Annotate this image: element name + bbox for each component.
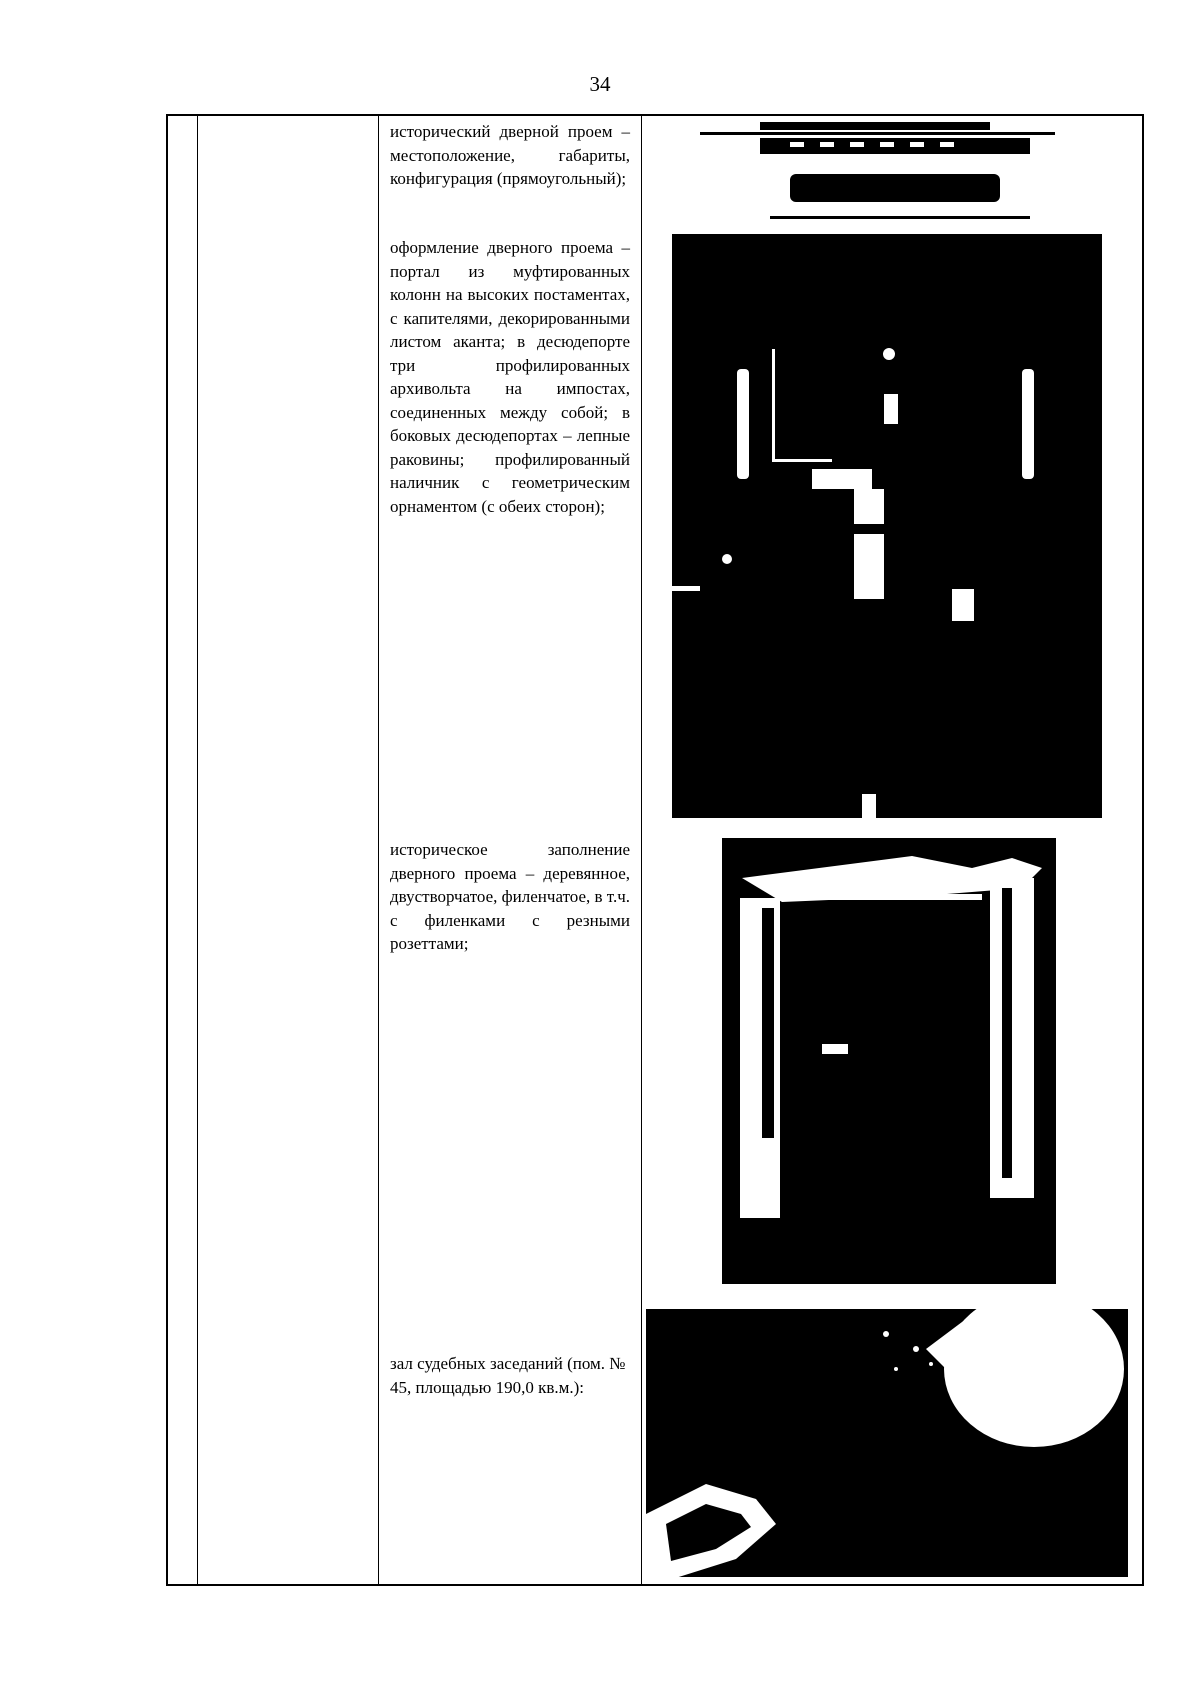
- row-text-doorway: исторический дверной проем – местоположение, габариты, конфигурация (прямоугольный);: [390, 122, 630, 188]
- row-text-door-filling: историческое заполнение дверного проема – деревянное, двустворчатое, филенчатое, в т.ч. с филенками с резными розеттами;: [390, 840, 631, 953]
- courtroom-photo: [646, 1309, 1128, 1581]
- door-filling-photo: [722, 838, 1056, 1284]
- doorway-top-photo: [700, 116, 1055, 228]
- doorway-portal-photo: [672, 234, 1102, 818]
- description-table: [166, 114, 1144, 1586]
- column-divider: [641, 116, 642, 1584]
- column-divider: [378, 116, 379, 1584]
- row-text-portal: оформление дверного проема – портал из муфтированных колонн на высоких постаментах, с капителями, декорированными листом аканта; в десюдепорте три профилированных архивольта на импостах, соединенных между собой; в боковых десюдепортах – лепные раковины; профилированный наличник с геометрическим орнаментом (с обеих сторон);: [390, 238, 630, 516]
- page-number: 34: [589, 72, 611, 96]
- column-divider: [197, 116, 198, 1584]
- row-text-courtroom: зал судебных заседаний (пом. № 45, площадью 190,0 кв.м.):: [390, 1354, 626, 1397]
